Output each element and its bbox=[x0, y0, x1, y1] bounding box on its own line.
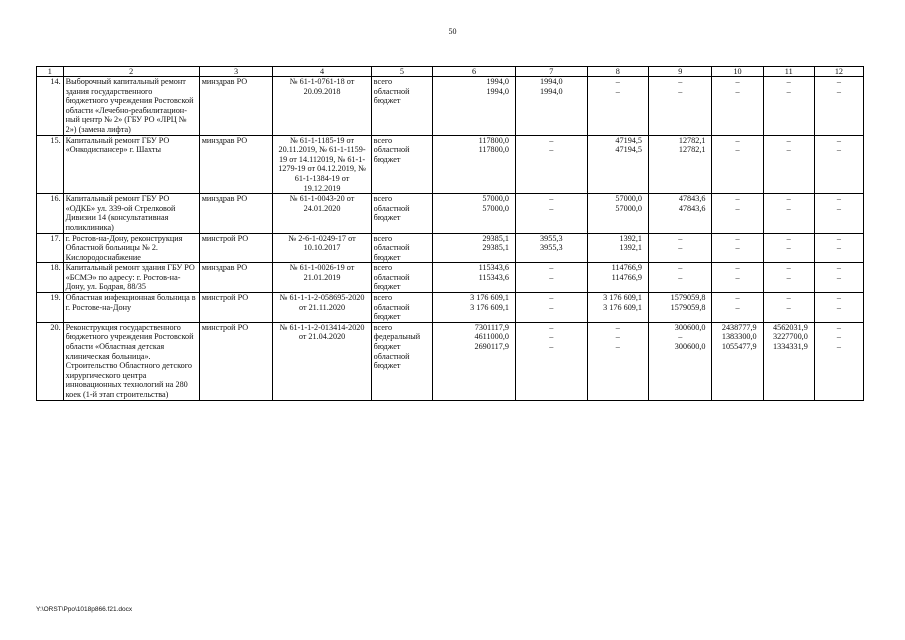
amount-value: 29385,1 bbox=[482, 243, 509, 253]
amount-value: – bbox=[836, 194, 841, 204]
amount-cell bbox=[649, 293, 712, 323]
amount-value: 3955,3 bbox=[540, 243, 563, 253]
row-number: 15. bbox=[37, 135, 64, 194]
amount-cell bbox=[814, 233, 863, 263]
funding-source-cell bbox=[371, 233, 432, 263]
expertise-document: № 61-1-1185-19 от 20.11.2019, № 61-1-1159-19 от 14.112019, № 61-1-1279-19 от 04.12.2019, № 61-1-1384-19 от 19.12.2019 bbox=[273, 135, 371, 194]
funding-source: всего bbox=[373, 77, 393, 86]
amount-value: – bbox=[735, 302, 740, 312]
amount-value: 29385,1 bbox=[482, 233, 509, 243]
responsible-body: минстрой РО bbox=[199, 293, 273, 323]
amount-cell bbox=[587, 293, 648, 323]
amount-value: 4562031,9 bbox=[773, 322, 808, 332]
amount-cell bbox=[587, 135, 648, 194]
amount-value: 114766,9 bbox=[611, 272, 643, 282]
amount-cell bbox=[515, 233, 587, 263]
amount-value: 3 176 609,1 bbox=[603, 302, 643, 312]
table-row bbox=[37, 194, 864, 233]
amount-value: – bbox=[836, 272, 841, 282]
amount-value: – bbox=[836, 86, 841, 96]
responsible-body: минстрой РО bbox=[199, 233, 273, 263]
amount-cell bbox=[649, 194, 712, 233]
column-number-row bbox=[37, 67, 864, 77]
table-row bbox=[37, 233, 864, 263]
amount-cell bbox=[433, 263, 516, 293]
amount-value: 3 176 609,1 bbox=[603, 293, 643, 303]
funding-source: областной бюджет bbox=[373, 145, 410, 164]
table-row bbox=[37, 322, 864, 400]
amount-value: – bbox=[786, 263, 791, 273]
amount-value: 1579059,8 bbox=[670, 302, 706, 312]
amount-value: – bbox=[735, 86, 740, 96]
amount-value: 117800,0 bbox=[478, 135, 509, 145]
program-table bbox=[36, 66, 864, 401]
amount-value: – bbox=[836, 263, 841, 273]
amount-value: – bbox=[549, 302, 554, 312]
amount-value: – bbox=[735, 243, 740, 253]
amount-value: – bbox=[735, 194, 740, 204]
amount-value: 47843,6 bbox=[678, 194, 706, 204]
amount-cell bbox=[515, 194, 587, 233]
amount-value: – bbox=[786, 272, 791, 282]
object-name: Капитальный ремонт ГБУ РО «ОДКБ» ул. 339-ой Стрелковой Дивизии 14 (консультативная поликлиника) bbox=[63, 194, 199, 233]
expertise-document: № 2-6-1-0249-17 от 10.10.2017 bbox=[273, 233, 371, 263]
funding-source-cell bbox=[371, 194, 432, 233]
amount-cell bbox=[814, 194, 863, 233]
column-number: 7 bbox=[515, 67, 587, 77]
amount-cell bbox=[712, 293, 763, 323]
amount-cell bbox=[814, 263, 863, 293]
amount-cell bbox=[515, 263, 587, 293]
object-name: Областная инфекционная больница в г. Ростове-на-Дону bbox=[63, 293, 199, 323]
amount-value: 1334331,9 bbox=[773, 342, 808, 352]
amount-value: 1579059,8 bbox=[670, 293, 706, 303]
amount-cell bbox=[649, 77, 712, 136]
amount-value: – bbox=[836, 293, 841, 303]
expertise-document: № 61-1-0026-19 от 21.01.2019 bbox=[273, 263, 371, 293]
amount-cell bbox=[712, 263, 763, 293]
expertise-document: № 61-1-1-2-058695-2020 от 21.11.2020 bbox=[273, 293, 371, 323]
amount-value: 47843,6 bbox=[678, 203, 706, 213]
amount-value: 4611000,0 bbox=[474, 332, 509, 342]
amount-value: 47194,5 bbox=[615, 135, 643, 145]
table-row bbox=[37, 77, 864, 136]
amount-value: – bbox=[615, 322, 620, 332]
amount-value: – bbox=[735, 203, 740, 213]
amount-value: – bbox=[615, 332, 620, 342]
amount-cell bbox=[433, 322, 516, 400]
amount-cell bbox=[587, 194, 648, 233]
amount-value: 1055477,9 bbox=[721, 342, 757, 352]
amount-cell bbox=[587, 322, 648, 400]
responsible-body: минздрав РО bbox=[199, 135, 273, 194]
amount-value: – bbox=[836, 302, 841, 312]
amount-value: 1383300,0 bbox=[721, 332, 757, 342]
column-number: 9 bbox=[649, 67, 712, 77]
column-number: 4 bbox=[273, 67, 371, 77]
amount-value: – bbox=[836, 233, 841, 243]
amount-value: – bbox=[549, 145, 554, 155]
amount-value: 7301117,9 bbox=[474, 322, 509, 332]
amount-value: – bbox=[735, 77, 740, 86]
amount-value: 2438777,9 bbox=[721, 322, 757, 332]
amount-value: 57000,0 bbox=[482, 194, 509, 204]
amount-cell bbox=[433, 77, 516, 136]
expertise-document: № 61-1-0761-18 от 20.09.2018 bbox=[273, 77, 371, 136]
amount-value: – bbox=[735, 145, 740, 155]
amount-value: – bbox=[735, 263, 740, 273]
amount-cell bbox=[433, 293, 516, 323]
amount-cell bbox=[515, 293, 587, 323]
amount-value: – bbox=[836, 342, 841, 352]
responsible-body: минздрав РО bbox=[199, 263, 273, 293]
amount-value: – bbox=[678, 272, 683, 282]
amount-value: 117800,0 bbox=[478, 145, 509, 155]
amount-cell bbox=[814, 322, 863, 400]
funding-source: областной бюджет bbox=[373, 351, 410, 371]
amount-cell bbox=[587, 233, 648, 263]
funding-source-cell bbox=[371, 77, 432, 136]
amount-cell bbox=[763, 233, 814, 263]
funding-source-cell bbox=[371, 263, 432, 293]
amount-value: – bbox=[615, 342, 620, 352]
object-name: Капитальный ремонт ГБУ РО «Онкодиспансер» г. Шахты bbox=[63, 135, 199, 194]
amount-value: – bbox=[786, 203, 791, 213]
funding-source: всего bbox=[373, 293, 393, 303]
amount-value: 3955,3 bbox=[540, 233, 563, 243]
amount-cell bbox=[649, 263, 712, 293]
table-row bbox=[37, 293, 864, 323]
amount-value: 57000,0 bbox=[615, 194, 643, 204]
amount-value: 1994,0 bbox=[540, 77, 563, 86]
amount-value: 3227700,0 bbox=[773, 332, 808, 342]
amount-value: – bbox=[836, 135, 841, 145]
amount-cell bbox=[515, 77, 587, 136]
responsible-body: минстрой РО bbox=[199, 322, 273, 400]
amount-value: – bbox=[678, 263, 683, 273]
amount-cell bbox=[649, 322, 712, 400]
amount-value: 115343,6 bbox=[478, 272, 509, 282]
amount-value: 57000,0 bbox=[615, 203, 643, 213]
amount-value: – bbox=[678, 243, 683, 253]
amount-value: – bbox=[678, 86, 683, 96]
row-number: 18. bbox=[37, 263, 64, 293]
amount-value: – bbox=[549, 342, 554, 352]
amount-value: – bbox=[735, 272, 740, 282]
expertise-document: № 61-1-0043-20 от 24.01.2020 bbox=[273, 194, 371, 233]
amount-value: 2690117,9 bbox=[474, 342, 509, 352]
amount-cell bbox=[587, 263, 648, 293]
amount-value: – bbox=[735, 135, 740, 145]
amount-value: 3 176 609,1 bbox=[470, 302, 509, 312]
column-number: 11 bbox=[763, 67, 814, 77]
funding-source-cell bbox=[371, 322, 432, 400]
table-body bbox=[37, 67, 864, 401]
amount-value: – bbox=[836, 332, 841, 342]
row-number: 19. bbox=[37, 293, 64, 323]
column-number: 10 bbox=[712, 67, 763, 77]
amount-value: – bbox=[549, 194, 554, 204]
object-name: г. Ростов-на-Дону, реконструкция Областной больницы № 2. Кислородоснабжение bbox=[63, 233, 199, 263]
funding-source: областной бюджет bbox=[373, 302, 410, 322]
amount-value: – bbox=[836, 322, 841, 332]
amount-value: – bbox=[786, 145, 791, 155]
amount-value: – bbox=[549, 263, 554, 273]
object-name: Капитальный ремонт здания ГБУ РО «БСМЭ» по адресу: г. Ростов-на-Дону, ул. Бодрая, 88/35 bbox=[63, 263, 199, 293]
object-name: Выборочный капитальный ремонт здания государственного бюджетного учреждения Ростовской области «Лечебно-реабилитацион-ный центр № 2» (ГБУ РО «ЛРЦ № 2») (замена лифта) bbox=[63, 77, 199, 136]
responsible-body: минздрав РО bbox=[199, 194, 273, 233]
funding-source: всего bbox=[373, 135, 393, 145]
amount-value: – bbox=[678, 332, 683, 342]
amount-value: 1392,1 bbox=[619, 233, 643, 243]
amount-value: – bbox=[786, 86, 791, 96]
amount-value: – bbox=[786, 293, 791, 303]
amount-value: – bbox=[836, 145, 841, 155]
amount-value: 57000,0 bbox=[482, 203, 509, 213]
amount-value: 115343,6 bbox=[478, 263, 509, 273]
amount-value: – bbox=[836, 77, 841, 86]
row-number: 17. bbox=[37, 233, 64, 263]
amount-value: 47194,5 bbox=[615, 145, 643, 155]
amount-value: 12782,1 bbox=[678, 135, 706, 145]
page-number: 50 bbox=[448, 27, 457, 36]
funding-source: всего bbox=[373, 194, 393, 204]
amount-value: – bbox=[786, 243, 791, 253]
funding-source: всего bbox=[373, 322, 393, 332]
amount-value: – bbox=[549, 322, 554, 332]
responsible-body: минздрав РО bbox=[199, 77, 273, 136]
amount-cell bbox=[649, 135, 712, 194]
amount-cell bbox=[814, 135, 863, 194]
amount-cell bbox=[763, 322, 814, 400]
table-row bbox=[37, 135, 864, 194]
amount-value: 300600,0 bbox=[674, 322, 706, 332]
amount-value: – bbox=[549, 203, 554, 213]
amount-cell bbox=[814, 293, 863, 323]
amount-cell bbox=[433, 135, 516, 194]
row-number: 16. bbox=[37, 194, 64, 233]
amount-value: – bbox=[786, 77, 791, 86]
column-number: 5 bbox=[371, 67, 432, 77]
object-name: Реконструкция государственного бюджетного учреждения Ростовской области «Областная детская клиническая больница». Строительство Областного детского хирургического центра инновационных технологий на 280 коек (1-й этап строительства) bbox=[63, 322, 199, 400]
column-number: 6 bbox=[433, 67, 516, 77]
amount-value: 1994,0 bbox=[486, 77, 509, 86]
amount-cell bbox=[763, 77, 814, 136]
funding-source: областной бюджет bbox=[373, 86, 410, 106]
amount-value: – bbox=[786, 194, 791, 204]
amount-cell bbox=[763, 293, 814, 323]
amount-value: – bbox=[549, 332, 554, 342]
amount-value: – bbox=[615, 77, 620, 86]
funding-source: областной бюджет bbox=[373, 243, 410, 262]
column-number: 1 bbox=[37, 67, 64, 77]
column-number: 8 bbox=[587, 67, 648, 77]
funding-source: областной бюджет bbox=[373, 203, 410, 223]
row-number: 20. bbox=[37, 322, 64, 400]
funding-source: федеральный бюджет bbox=[373, 332, 421, 352]
file-path: Y:\ORST\Ppo\1018p866.f21.docx bbox=[36, 606, 133, 613]
funding-source-cell bbox=[371, 293, 432, 323]
funding-source: всего bbox=[373, 233, 393, 243]
amount-value: – bbox=[786, 135, 791, 145]
amount-cell bbox=[433, 233, 516, 263]
amount-value: – bbox=[549, 272, 554, 282]
funding-source: областной бюджет bbox=[373, 272, 410, 292]
amount-cell bbox=[763, 263, 814, 293]
amount-value: – bbox=[735, 233, 740, 243]
column-number: 12 bbox=[814, 67, 863, 77]
amount-value: – bbox=[836, 203, 841, 213]
amount-cell bbox=[515, 135, 587, 194]
amount-cell bbox=[712, 194, 763, 233]
amount-value: 1392,1 bbox=[619, 243, 643, 253]
amount-value: – bbox=[786, 302, 791, 312]
amount-value: 1994,0 bbox=[486, 86, 509, 96]
amount-cell bbox=[763, 135, 814, 194]
amount-value: – bbox=[678, 77, 683, 86]
amount-cell bbox=[712, 233, 763, 263]
expertise-document: № 61-1-1-2-013414-2020 от 21.04.2020 bbox=[273, 322, 371, 400]
amount-value: – bbox=[549, 135, 554, 145]
funding-source: всего bbox=[373, 263, 393, 273]
amount-value: – bbox=[735, 293, 740, 303]
amount-value: – bbox=[836, 243, 841, 253]
funding-source-cell bbox=[371, 135, 432, 194]
amount-value: – bbox=[678, 233, 683, 243]
amount-cell bbox=[649, 233, 712, 263]
amount-value: – bbox=[615, 86, 620, 96]
amount-value: 114766,9 bbox=[611, 263, 643, 273]
amount-value: 12782,1 bbox=[678, 145, 706, 155]
table-row bbox=[37, 263, 864, 293]
amount-value: – bbox=[549, 293, 554, 303]
amount-cell bbox=[433, 194, 516, 233]
amount-cell bbox=[712, 322, 763, 400]
amount-value: – bbox=[786, 233, 791, 243]
column-number: 3 bbox=[199, 67, 273, 77]
amount-value: 300600,0 bbox=[674, 342, 706, 352]
amount-cell bbox=[712, 135, 763, 194]
amount-cell bbox=[712, 77, 763, 136]
amount-cell bbox=[763, 194, 814, 233]
amount-cell bbox=[814, 77, 863, 136]
amount-value: 1994,0 bbox=[540, 86, 563, 96]
column-number: 2 bbox=[63, 67, 199, 77]
amount-cell bbox=[515, 322, 587, 400]
amount-cell bbox=[587, 77, 648, 136]
row-number: 14. bbox=[37, 77, 64, 136]
amount-value: 3 176 609,1 bbox=[470, 293, 509, 303]
